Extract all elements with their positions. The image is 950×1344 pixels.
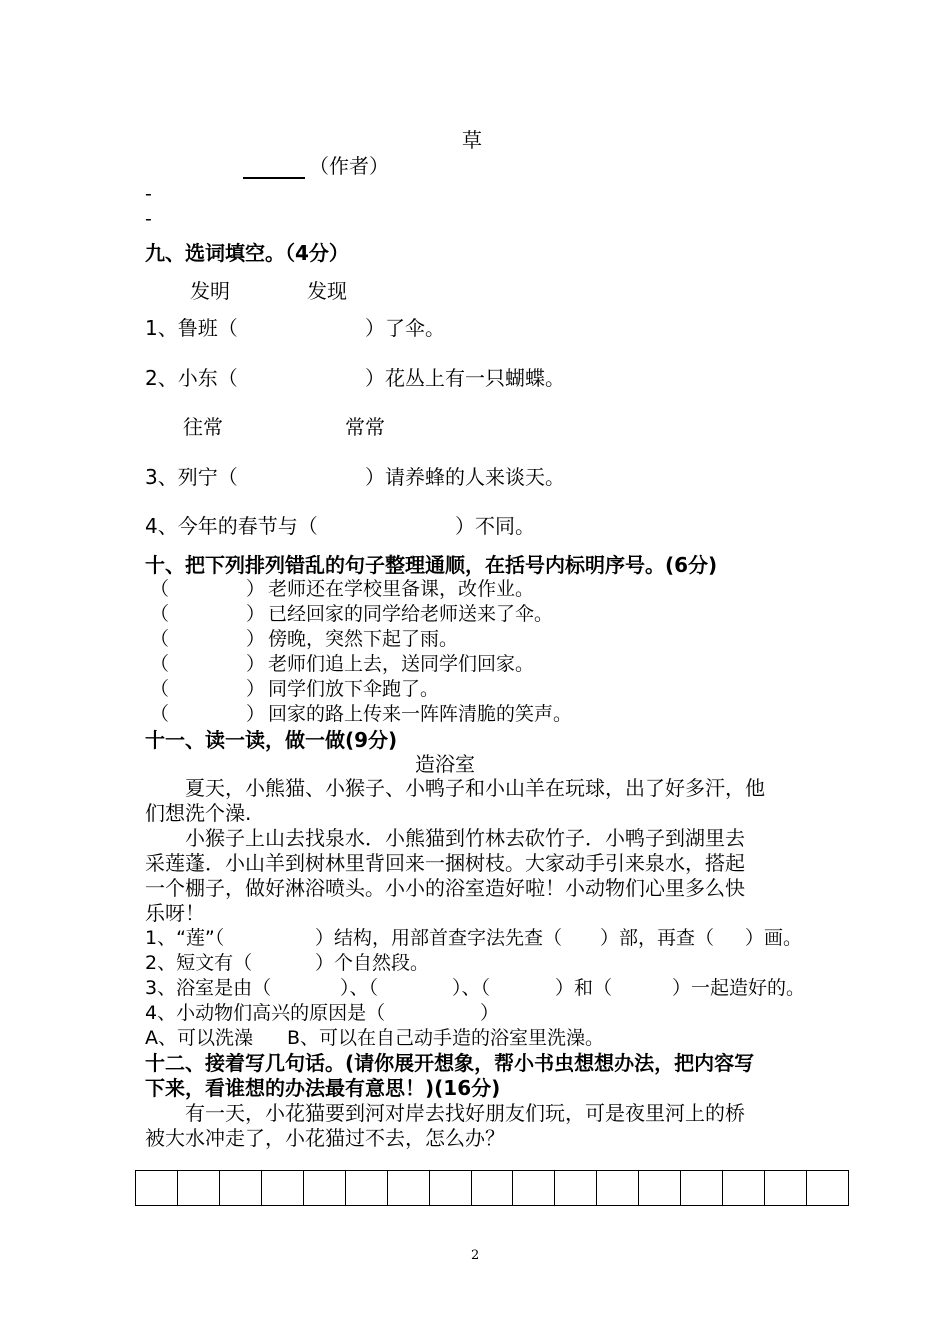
q11-q1-c: ）部，再查（	[600, 927, 715, 949]
writing-cell[interactable]	[262, 1171, 304, 1205]
q11-q2-b: ）个自然段。	[315, 952, 430, 974]
q11-q4-a: 4、小动物们高兴的原因是（	[145, 1002, 386, 1024]
writing-cell[interactable]	[513, 1171, 555, 1205]
q11-q3-a: 3、浴室是由（	[145, 977, 272, 999]
writing-cell[interactable]	[178, 1171, 220, 1205]
q9-word-1: 发明	[190, 279, 230, 303]
q9-heading: 九、选词填空。（4分）	[145, 241, 349, 265]
q9-item-4-end: ）不同。	[455, 514, 535, 538]
q11-q1-a: 1、“莲”（	[145, 927, 225, 949]
page-number: 2	[471, 1248, 480, 1263]
dash-1: -	[145, 183, 152, 205]
q10-sentence-2: 已经回家的同学给老师送来了伞。	[268, 603, 554, 625]
q10-sentence-6: 回家的路上传来一阵阵清脆的笑声。	[268, 703, 573, 725]
q10-close-4: ）	[246, 653, 266, 675]
q11-q3-e: ）一起造好的。	[672, 977, 806, 999]
passage-title: 造浴室	[415, 752, 475, 776]
q10-open-4: （	[150, 653, 170, 675]
q10-open-1: （	[150, 578, 170, 600]
q11-q4-b: ）	[480, 1002, 500, 1024]
q10-open-5: （	[150, 678, 170, 700]
q12-prompt-line-2: 被大水冲走了，小花猫过不去，怎么办？	[145, 1126, 505, 1150]
author-blank[interactable]	[243, 155, 305, 179]
q10-close-1: ）	[246, 578, 266, 600]
q11-q3-c: ）、（	[452, 977, 491, 999]
writing-cell[interactable]	[597, 1171, 639, 1205]
q9-item-2-start: 2、小东（	[145, 366, 238, 390]
writing-cell[interactable]	[136, 1171, 178, 1205]
q12-heading-line-2: 下来，看谁想的办法最有意思！)(16分)	[145, 1076, 501, 1100]
writing-cell[interactable]	[765, 1171, 807, 1205]
author-label: （作者）	[309, 154, 389, 178]
writing-cell[interactable]	[472, 1171, 514, 1205]
q10-heading: 十、把下列排列错乱的句子整理通顺，在括号内标明序号。(6分)	[145, 553, 718, 577]
q10-close-3: ）	[246, 628, 266, 650]
writing-cell[interactable]	[220, 1171, 262, 1205]
passage-p2-line-2: 采莲蓬．小山羊到树林里背回来一捆树枝。大家动手引来泉水，搭起	[145, 851, 745, 875]
q10-close-6: ）	[246, 703, 266, 725]
writing-cell[interactable]	[388, 1171, 430, 1205]
q9-item-3-end: ）请养蜂的人来谈天。	[365, 465, 565, 489]
dash-2: -	[145, 208, 152, 230]
q10-open-2: （	[150, 603, 170, 625]
q9-word-3: 往常	[183, 415, 223, 439]
writing-cell[interactable]	[723, 1171, 765, 1205]
writing-cell[interactable]	[639, 1171, 681, 1205]
q12-prompt-line-1: 有一天，小花猫要到河对岸去找好朋友们玩，可是夜里河上的桥	[185, 1101, 745, 1125]
passage-p1-line-1: 夏天，小熊猫、小猴子、小鸭子和小山羊在玩球，出了好多汗，他	[185, 776, 765, 800]
writing-grid	[135, 1170, 849, 1206]
q10-sentence-5: 同学们放下伞跑了。	[268, 678, 440, 700]
q9-item-2-end: ）花丛上有一只蝴蝶。	[365, 366, 565, 390]
q12-heading-line-1: 十二、接着写几句话。(请你展开想象，帮小书虫想想办法，把内容写	[145, 1051, 755, 1075]
q9-word-4: 常常	[345, 415, 385, 439]
q10-sentence-1: 老师还在学校里备课，改作业。	[268, 578, 535, 600]
q11-q3-b: ）、（	[340, 977, 379, 999]
q9-item-1-start: 1、鲁班（	[145, 316, 238, 340]
q11-q2-a: 2、短文有（	[145, 952, 253, 974]
q10-open-6: （	[150, 703, 170, 725]
poem-title: 草	[462, 128, 482, 152]
q9-word-2: 发现	[307, 279, 347, 303]
writing-cell[interactable]	[555, 1171, 597, 1205]
passage-p1-line-2: 们想洗个澡.	[145, 801, 252, 825]
passage-p2-line-4: 乐呀！	[145, 901, 205, 925]
writing-cell[interactable]	[346, 1171, 388, 1205]
q11-option-a: A、可以洗澡	[145, 1027, 253, 1049]
q10-sentence-3: 傍晚，突然下起了雨。	[268, 628, 459, 650]
passage-p2-line-3: 一个棚子，做好淋浴喷头。小小的浴室造好啦！小动物们心里多么快	[145, 876, 745, 900]
passage-p2-line-1: 小猴子上山去找泉水．小熊猫到竹林去砍竹子．小鸭子到湖里去	[185, 826, 745, 850]
q10-close-2: ）	[246, 603, 266, 625]
writing-cell[interactable]	[807, 1171, 848, 1205]
q10-open-3: （	[150, 628, 170, 650]
writing-cell[interactable]	[681, 1171, 723, 1205]
q11-option-b: B、可以在自己动手造的浴室里洗澡。	[287, 1027, 605, 1049]
q11-q1-d: ）画。	[745, 927, 803, 949]
q11-q1-b: ）结构，用部首查字法先查（	[315, 927, 563, 949]
q9-item-1-end: ）了伞。	[365, 316, 445, 340]
writing-cell[interactable]	[430, 1171, 472, 1205]
q10-sentence-4: 老师们追上去，送同学们回家。	[268, 653, 535, 675]
writing-cell[interactable]	[304, 1171, 346, 1205]
q9-item-4-start: 4、今年的春节与（	[145, 514, 318, 538]
author-line	[243, 150, 389, 179]
q10-close-5: ）	[246, 678, 266, 700]
q11-q3-d: ）和（	[555, 977, 613, 999]
q9-item-3-start: 3、列宁（	[145, 465, 238, 489]
q11-heading: 十一、读一读，做一做(9分)	[145, 728, 398, 752]
